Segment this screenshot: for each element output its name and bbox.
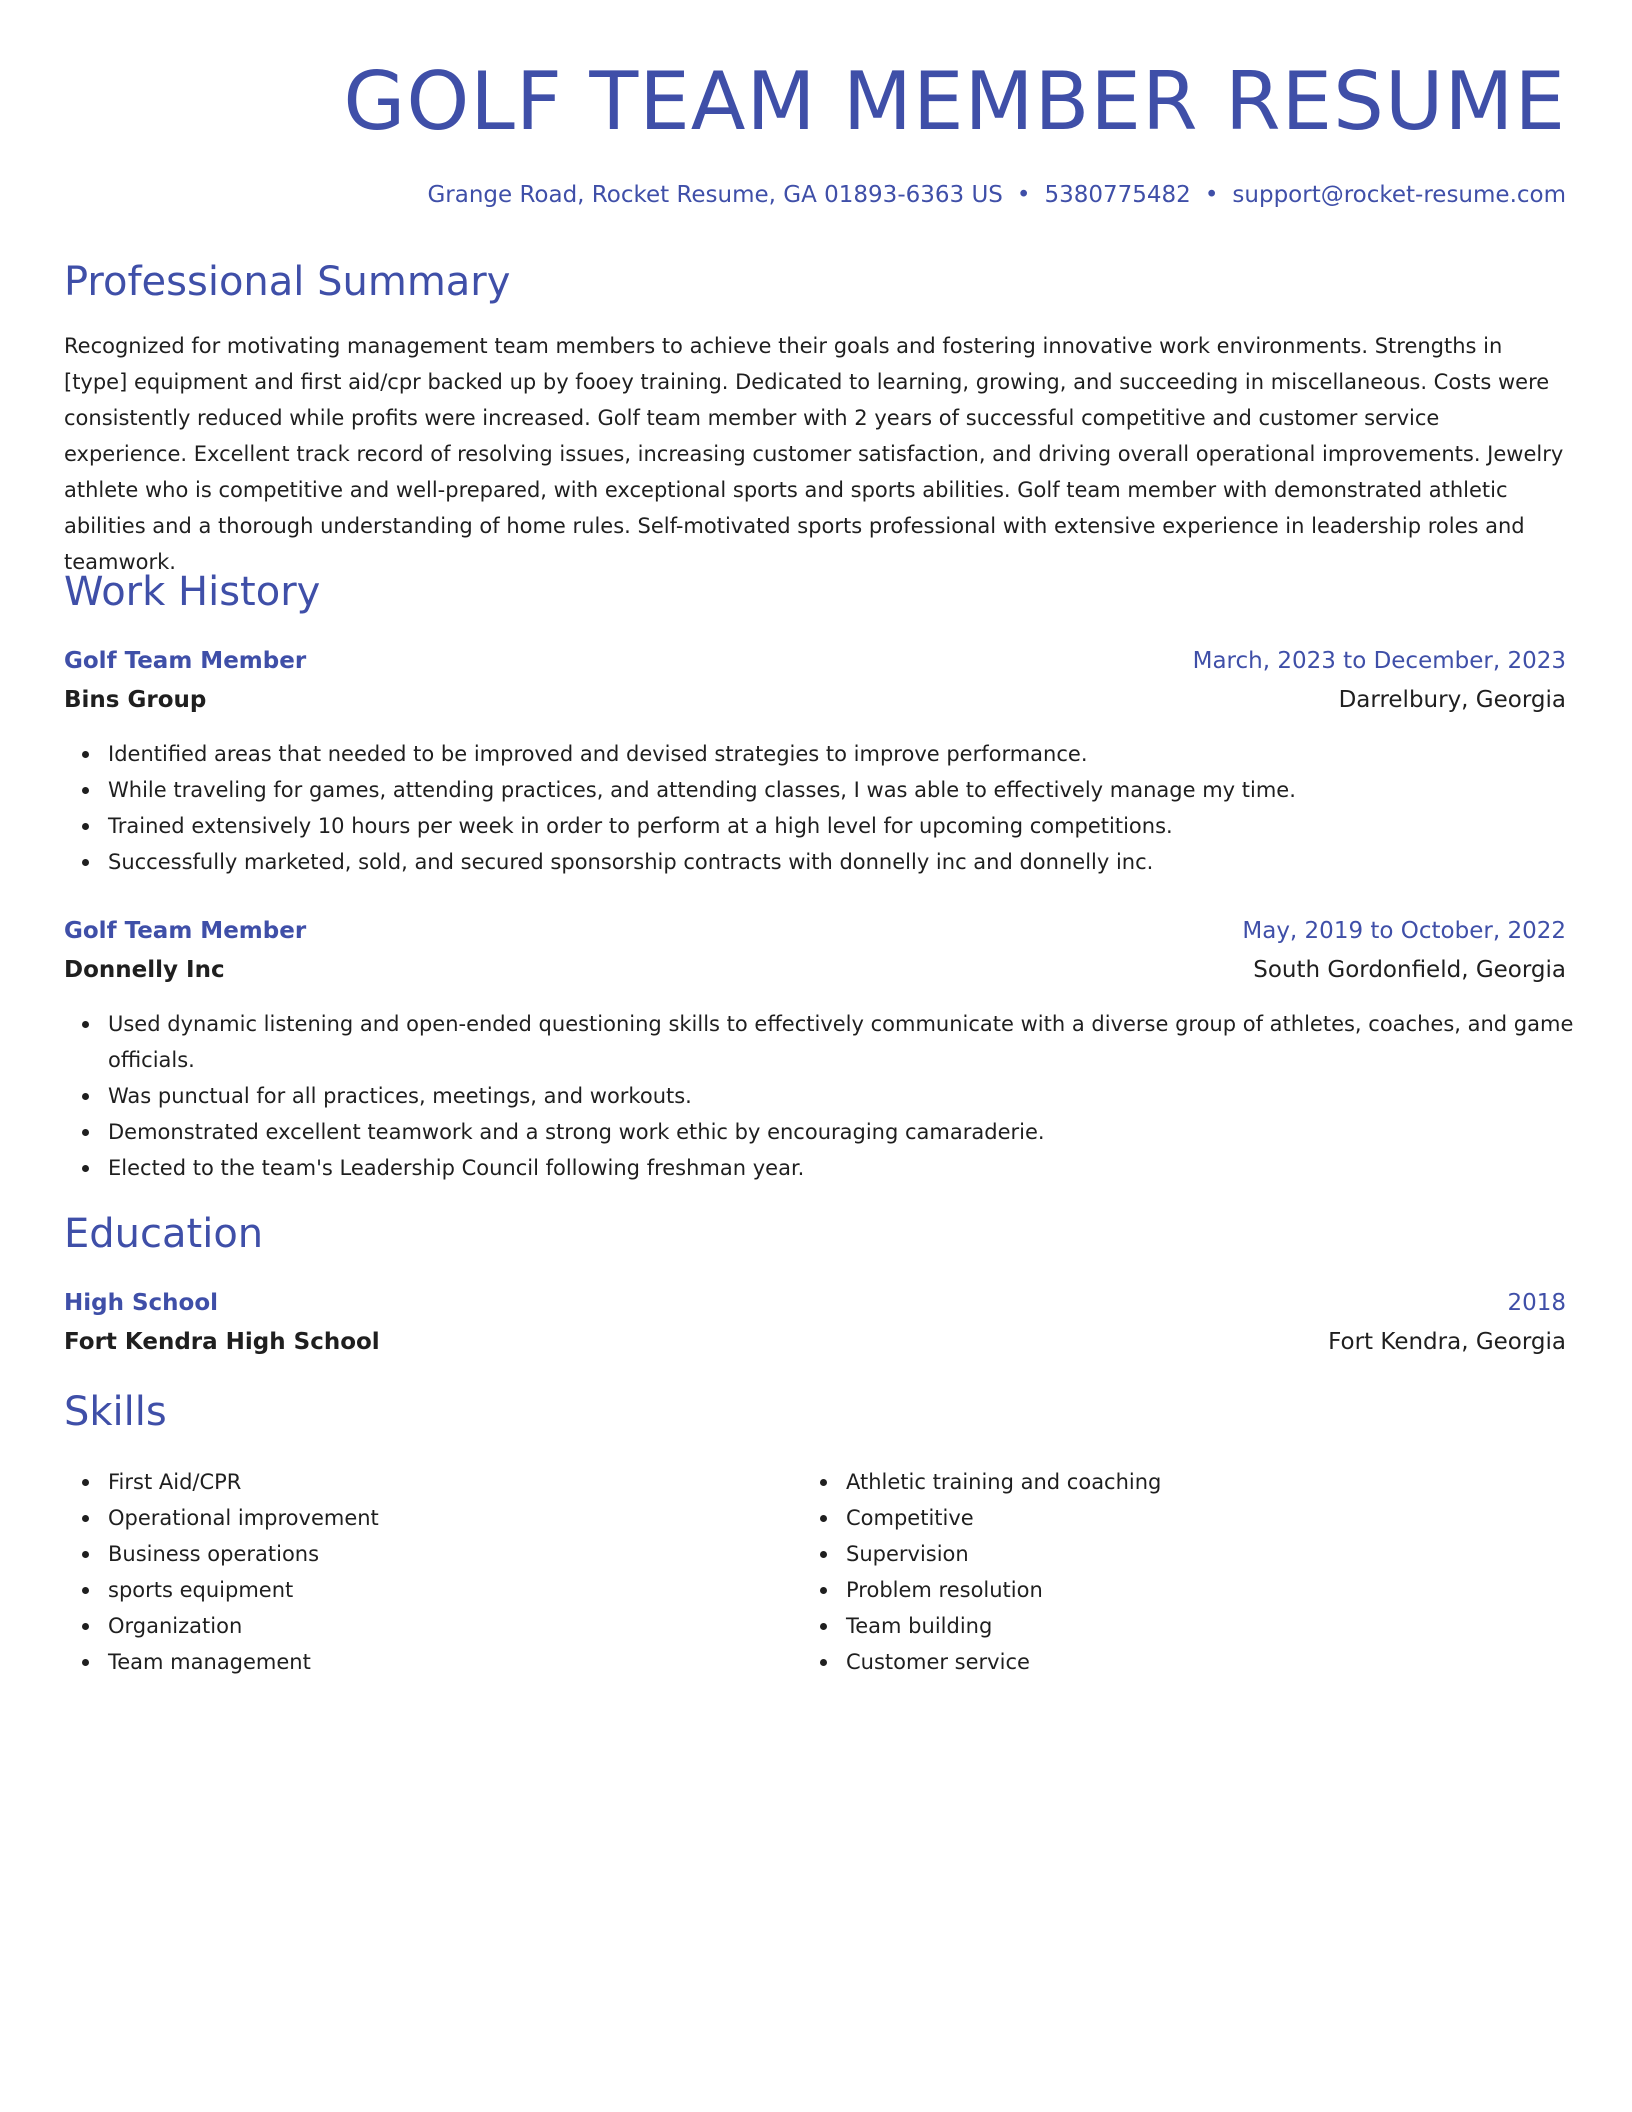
skill-item: sports equipment [108, 1572, 1610, 1608]
list-item: Used dynamic listening and open-ended questioning skills to effectively communicate with a diverse group of athletes, coaches, and game officials. [108, 1006, 1610, 1078]
job-location: South Gordonfield, Georgia [1253, 957, 1566, 983]
skill-item: Competitive [846, 1500, 1632, 1536]
job-company: Bins Group [64, 687, 207, 713]
skill-item: Operational improvement [108, 1500, 1610, 1536]
job-company-row [64, 952, 1566, 988]
job-title: Golf Team Member [64, 648, 307, 674]
contact-separator: • [1016, 182, 1031, 208]
job-company-row [64, 682, 1566, 718]
education-header [64, 1286, 1566, 1320]
education-school-row [64, 1324, 1566, 1360]
contact-address: Grange Road, Rocket Resume, GA 01893-6363 US [427, 182, 1003, 208]
job-bullets [64, 1006, 1610, 1186]
skill-item: Team building [846, 1608, 1632, 1644]
list-item: Successfully marketed, sold, and secured sponsorship contracts with donnelly inc and donnelly inc. [108, 844, 1610, 880]
skill-item: Problem resolution [846, 1572, 1632, 1608]
skill-item: Supervision [846, 1536, 1632, 1572]
skills-heading: Skills [64, 1389, 167, 1435]
skill-item: Organization [108, 1608, 1610, 1644]
contact-separator: • [1204, 182, 1219, 208]
skill-item: Team management [108, 1644, 1610, 1680]
job-header [64, 644, 1566, 678]
skill-item: First Aid/CPR [108, 1464, 1610, 1500]
job-header [64, 914, 1566, 948]
education-school: Fort Kendra High School [64, 1329, 380, 1355]
education-year: 2018 [1507, 1290, 1566, 1316]
job-company: Donnelly Inc [64, 957, 225, 983]
list-item: Was punctual for all practices, meetings, and workouts. [108, 1078, 1610, 1114]
skill-item: Customer service [846, 1644, 1632, 1680]
education-degree: High School [64, 1290, 219, 1316]
skill-item: Athletic training and coaching [846, 1464, 1632, 1500]
list-item: Identified areas that needed to be improved and devised strategies to improve performance. [108, 736, 1610, 772]
contact-phone: 5380775482 [1044, 182, 1191, 208]
list-item: Trained extensively 10 hours per week in order to perform at a high level for upcoming competitions. [108, 808, 1610, 844]
job-dates: March, 2023 to December, 2023 [1192, 648, 1566, 674]
education-location: Fort Kendra, Georgia [1328, 1329, 1566, 1355]
resume-title: GOLF TEAM MEMBER RESUME [343, 55, 1566, 148]
list-item: Demonstrated excellent teamwork and a strong work ethic by encouraging camaraderie. [108, 1114, 1610, 1150]
education-heading: Education [64, 1211, 264, 1257]
job-location: Darrelbury, Georgia [1338, 687, 1566, 713]
summary-text: Recognized for motivating management team members to achieve their goals and fostering innovative work environments. Strengths in [type] equipment and first aid/cpr backed up by fooey training. Dedicated to learning, growing, and succeeding in miscellaneous. Costs were consistently reduced while profits were increased. Golf team member with 2 years of successful competitive and customer service experience. Excellent track record of resolving issues, increasing customer satisfaction, and driving overall operational improvements. Jewelry athlete who is competitive and well-prepared, with exceptional sports and sports abilities. Golf team member with demonstrated athletic abilities and a thorough understanding of home rules. Self-motivated sports professional with extensive experience in leadership roles and teamwork. [64, 334, 1564, 574]
job-dates: May, 2019 to October, 2022 [1242, 918, 1566, 944]
work-history-heading: Work History [64, 569, 321, 615]
job-bullets [64, 736, 1610, 880]
contact-line [427, 178, 1566, 212]
list-item: Elected to the team's Leadership Council following freshman year. [108, 1150, 1610, 1186]
skill-item: Business operations [108, 1536, 1610, 1572]
resume-page [64, 0, 1574, 1674]
job-title: Golf Team Member [64, 918, 307, 944]
contact-email: support@rocket-resume.com [1232, 182, 1566, 208]
skills-list-right [802, 1464, 1632, 1680]
list-item: While traveling for games, attending practices, and attending classes, I was able to effectively manage my time. [108, 772, 1610, 808]
summary-heading: Professional Summary [64, 259, 511, 305]
